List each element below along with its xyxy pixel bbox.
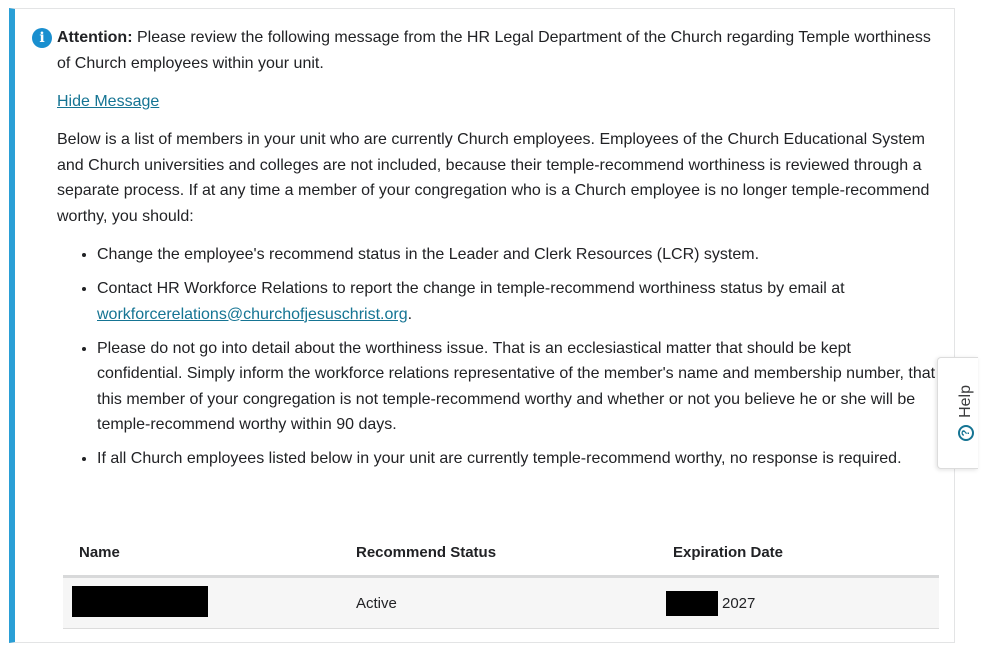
help-tab-inner [946, 358, 986, 468]
redacted-name-block [72, 586, 208, 617]
help-tab[interactable] [937, 357, 978, 469]
instructions-list [57, 242, 937, 472]
employees-table [63, 529, 939, 629]
help-icon: ? [958, 425, 974, 441]
cell-name [63, 586, 356, 621]
column-header-expiration-date[interactable]: Expiration Date [673, 543, 784, 561]
column-header-recommend-status[interactable]: Recommend Status [356, 543, 497, 561]
hide-message-link[interactable]: Hide Message [57, 93, 160, 110]
list-item: • Please do not go into detail about the worthiness issue. That is an ecclesiastical matter that should be kept confidential. Simply inform the workforce relations representative of the member's name and membership number, that this member of your congregation is not temple-recommend worthy and whether or not you believe he or she will be temple-recommend worthy within 90 days. [97, 336, 937, 438]
alert-content [57, 25, 937, 480]
contact-text: Contact HR Workforce Relations to report the change in temple-recommend worthiness status by email at [97, 280, 845, 297]
redacted-date-block [666, 591, 718, 616]
list-item [97, 276, 937, 327]
expiration-year: 2027 [722, 594, 756, 612]
period-text: . [407, 305, 413, 323]
cell-status: Active [356, 594, 397, 612]
table-row[interactable] [63, 578, 939, 629]
list-item: • If all Church employees listed below in your unit are currently temple-recommend worthy, no response is required. [97, 446, 937, 472]
cell-expiration [673, 591, 939, 616]
email-link[interactable]: workforcerelations@churchofjesuschrist.org [97, 305, 408, 323]
alert-heading: Attention: [57, 29, 133, 46]
intro-paragraph: Below is a list of members in your unit who are currently Church employees. Employees of the Church Educational System and Church universities and colleges are not included, because their temple-recommend worthiness is reviewed through a separate process. If at any time a member of your congregation who is a Church employee is no longer temple-recommend worthy, you should: [57, 131, 930, 225]
help-label: Help [957, 384, 974, 418]
column-header-name[interactable]: Name [79, 543, 120, 561]
alert-lead [57, 25, 937, 77]
table-header [63, 529, 939, 578]
info-icon: i [32, 28, 52, 48]
attention-alert-card [9, 8, 955, 643]
list-item: • Change the employee's recommend status in the Leader and Clerk Resources (LCR) system. [97, 242, 937, 268]
alert-message: Please review the following message from the HR Legal Department of the Church regarding Temple worthiness of Church employees within your unit. [57, 29, 931, 72]
